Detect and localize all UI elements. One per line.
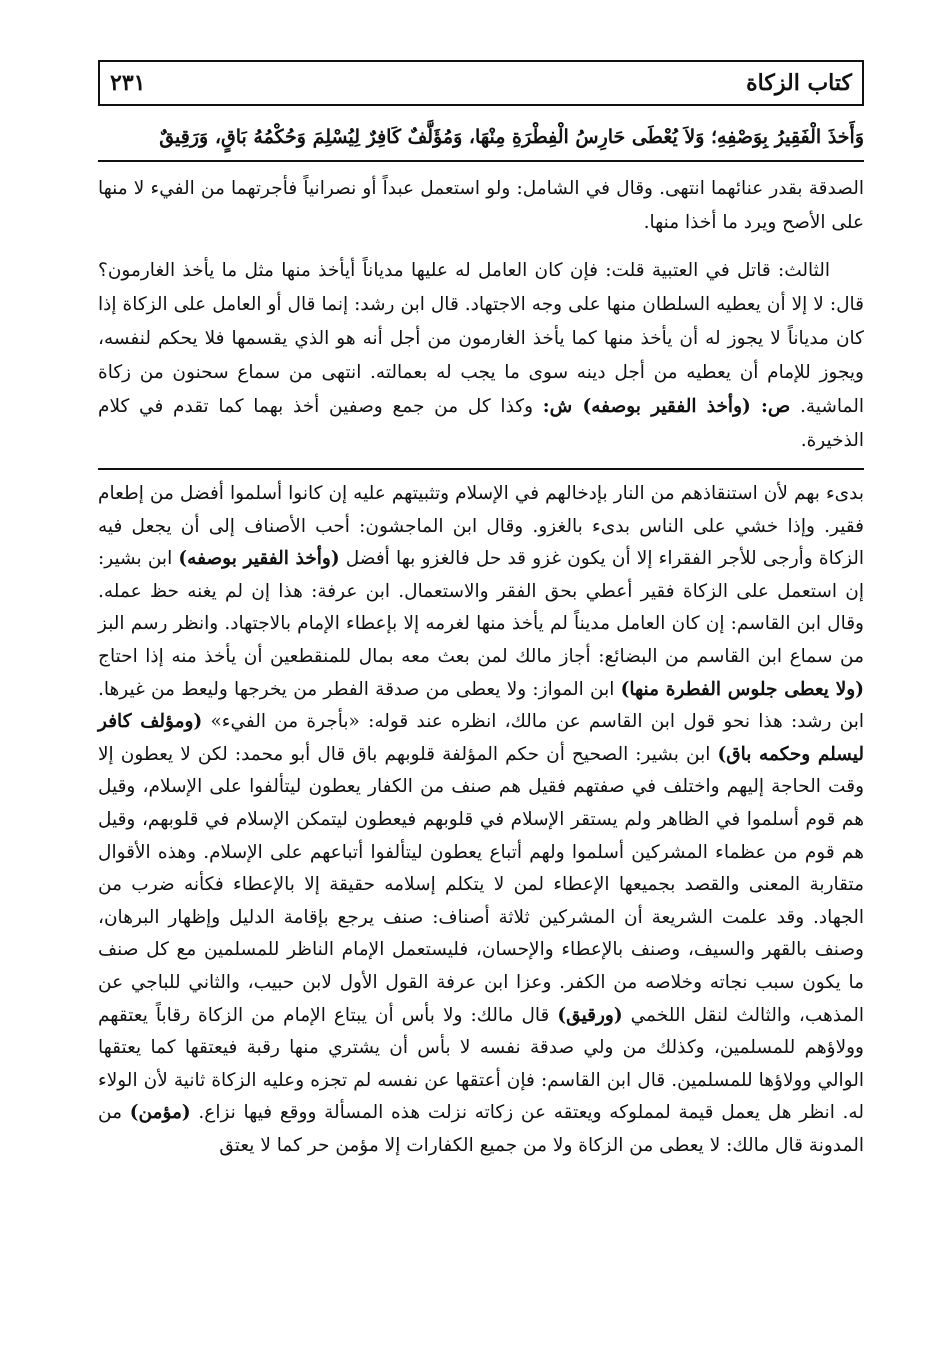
matn-quote: (وأخذ الفقير بوصفه) <box>178 548 340 570</box>
footnote-text: بدىء بهم لأن استنقاذهم من النار بإدخالهم في الإسلام وتثبيتهم عليه إن كانوا أسلموا أفضل من إطعام فقير. وإذا خشي على الناس بدىء بالغزو. وقال ابن الماجشون: أحب الأصناف إلى أن يجعل فيه الزكاة وأرجى للأجر الفقراء إلا أن يكون غزو قد حل فالغزو بها أفضل <box>98 483 864 570</box>
divider-footnotes <box>98 468 864 470</box>
matn-text: وَأَخذَ الْفَقِيرُ بِوَصْفِهِ؛ وَلاَ يُعْطَى حَارِسُ الْفِطْرَةِ مِنْهَا، وَمُؤَلَّفٌ كَافِرٌ لِيُسْلِمَ وَحُكْمُهُ بَاقٍ، وَرَقِيقٌ <box>159 126 864 148</box>
commentary-paragraph-1: الصدقة بقدر عنائهما انتهى. وقال في الشامل: ولو استعمل عبداً أو نصرانياً فأجرتهما من الفيء لا منها على الأصح ويرد ما أخذا منها. <box>98 178 864 233</box>
commentary-lower <box>98 478 864 1162</box>
divider-top <box>98 160 864 162</box>
book-page <box>98 60 864 1162</box>
commentary-paragraph-2 <box>98 254 864 458</box>
matn-quote: ص: (وأخذ الفقير بوصفه) ش: <box>542 396 791 417</box>
matn-quote: (ورقيق) <box>557 1004 623 1026</box>
footnote-text: من المدونة قال مالك: لا يعطى من الزكاة ولا من جميع الكفارات إلا مؤمن حر كما لا يعتق <box>98 1102 864 1156</box>
matn-quote: (ولا يعطى جلوس الفطرة منها) <box>620 678 864 700</box>
chapter-title: كتاب الزكاة <box>746 70 852 96</box>
matn-quote: (ومؤلف كافر ليسلم وحكمه باق) <box>98 711 864 765</box>
commentary-upper <box>98 172 864 458</box>
footnote-text: ابن بشير: الصحيح أن حكم المؤلفة قلوبهم باق قال أبو محمد: لكن لا يعطون إلا وقت الحاجة إليهم واختلف في صفتهم فقيل هم صنف من الكفار يعطون ليتألفوا على الإسلام، وقيل هم قوم أسلموا في الظاهر ولم يستقر الإسلام في قلوبهم فيعطون ليتمكن الإسلام في قلوبهم، وقيل هم قوم من عظماء المشركين أسلموا ولهم أتباع يعطون ليتألفوا أتباعهم على الإسلام. وهذه الأقوال متقاربة المعنى والقصد بجميعها الإعطاء لمن لا يتكلم إسلامه حقيقة إلا بالإعطاء فكأنه ضرب من الجهاد. وقد علمت الشريعة أن المشركين ثلاثة أصناف: صنف يرجع بإقامة الدليل وإظهار البرهان، وصنف بالقهر والسيف، وصنف بالإعطاء والإحسان، فليستعمل الإمام الناظر للمسلمين مع كل صنف ما يكون سبب نجاته وخلاصه من الكفر. وعزا ابن عرفة القول الأول لابن حبيب، والثاني للباجي عن المذهب، والثالث لنقل اللخمي <box>98 743 865 1026</box>
footnote-text: ابن المواز: ولا يعطى من صدقة الفطر من يخرجها وليعط من غيرها. ابن رشد: هذا نحو قول ابن القاسم عن مالك، انظره عند قوله: «بأجرة من الفيء» <box>98 678 864 733</box>
footnote-paragraph <box>98 478 864 1162</box>
footnote-text: قال مالك: ولا بأس أن يبتاع الإمام من الزكاة رقاباً يعتقهم وولاؤهم للمسلمين، وكذلك من ولي صدقة نفسه لا بأس أن يشتري منها رقبة فيعتقها كما يعتقها الوالي وولاؤها للمسلمين. قال ابن القاسم: فإن أعتقها عن نفسه لم تجزه وعليه الزكاة ثانية لأن الولاء له. انظر هل يعمل قيمة لمملوكه ويعتقه عن زكاته نزلت هذه المسألة ووقع فيها نزاع. <box>98 1004 864 1124</box>
running-header <box>98 60 864 106</box>
matn-quote: (مؤمن) <box>129 1102 191 1124</box>
footnote-text: ابن بشير: إن استعمل على الزكاة فقير أعطي بحق الفقر والاستعمال. ابن عرفة: هذا إن لم يغنه حظ عمله. وقال ابن القاسم: إن كان العامل مديناً لم يأخذ منها لغرمه إلا بإعطاء الإمام بالاجتهاد. وانظر رسم البز من سماع ابن القاسم من البضائع: أجاز مالك لمن بعث معه بمال للمنقطعين أن يأخذ منه إذا احتاج <box>98 548 864 667</box>
commentary-text: وكذا كل من جمع وصفين أخذ بهما كما تقدم في كلام الذخيرة. <box>98 396 864 451</box>
commentary-text: الثالث: قاتل في العتبية قلت: فإن كان العامل له عليها مدياناً أيأخذ منها مثل ما يأخذ الغارمون؟ قال: لا إلا أن يعطيه السلطان منها على وجه الاجتهاد. قال ابن رشد: إنما قال أو العامل على الزكاة إذا كان مدياناً لا يجوز له أن يأخذ منها كما يأخذ الغارمون من أجل أنه هو الذي يقسمها فلا يحكم لنفسه، ويجوز للإمام أن يعطيه من أجل دينه سوى ما يجب له بعمالته. انتهى من سماع سحنون من زكاة الماشية. <box>98 260 864 417</box>
page-number: ٢٣١ <box>110 70 146 96</box>
